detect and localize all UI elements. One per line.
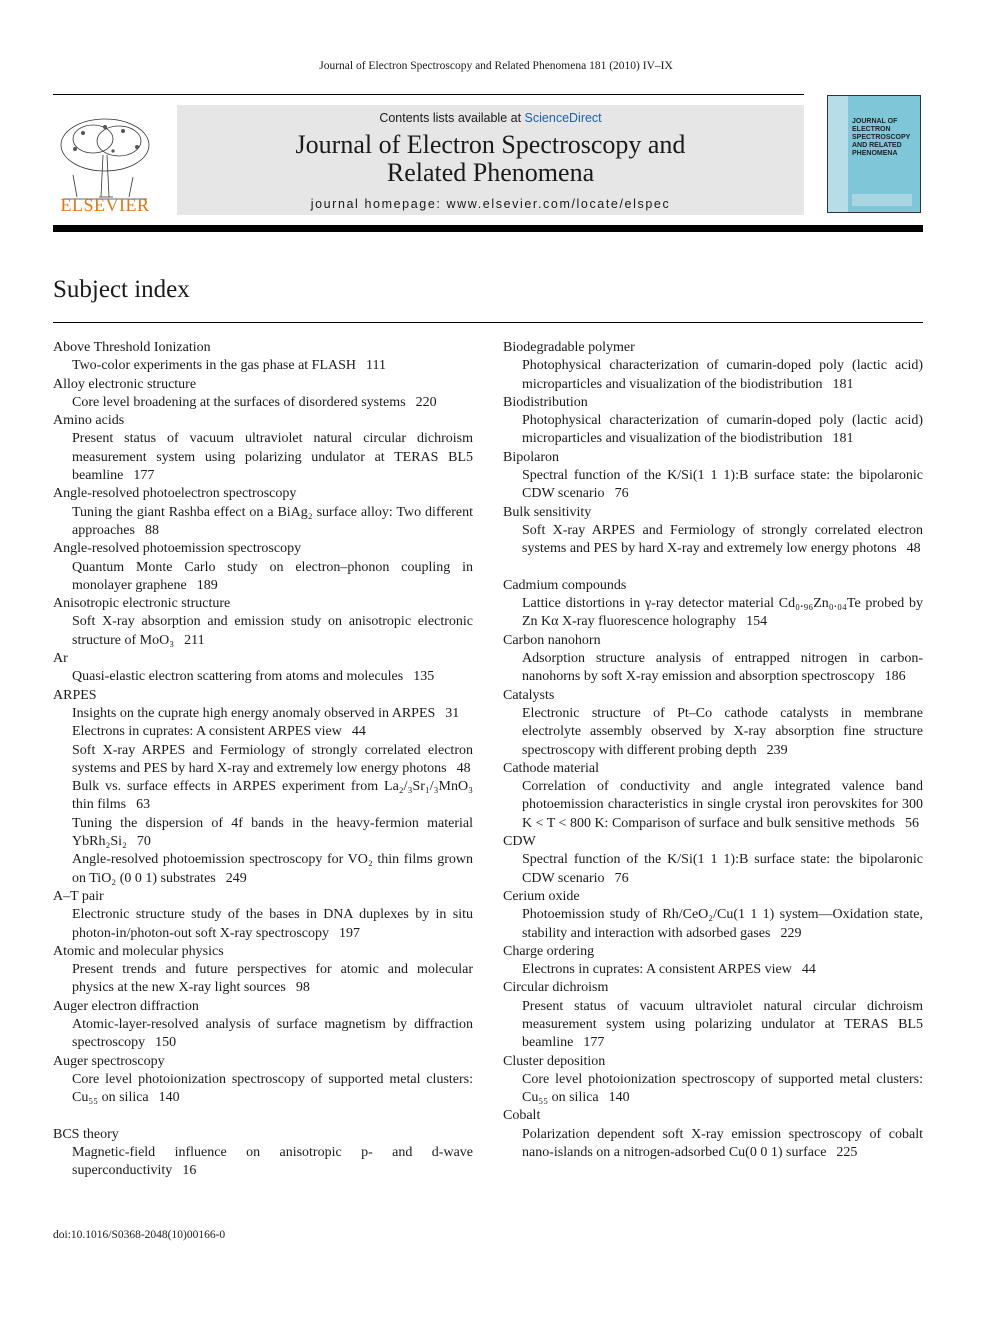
entry-title: Photophysical characterization of cumarin-doped poly (lactic acid) microparticles and visualization of the biodistribution	[522, 413, 923, 447]
entry-page-number: 186	[884, 669, 906, 685]
index-term: Charge ordering	[503, 943, 595, 959]
index-term: Ar	[53, 651, 68, 667]
index-term: Cobalt	[503, 1108, 541, 1124]
entry-page-number: 56	[905, 815, 920, 831]
entry-title: Adsorption structure analysis of entrapped nitrogen in carbon-nanohorns by soft X-ray emission and absorption spectroscopy	[522, 651, 923, 685]
index-entry	[72, 742, 473, 779]
doi: doi:10.1016/S0368-2048(10)00166-0	[53, 1229, 226, 1241]
index-entry	[72, 559, 473, 596]
index-entry	[72, 1144, 473, 1181]
index-entry	[72, 430, 473, 485]
index-term: Biodegradable polymer	[503, 340, 635, 355]
entry-page-number: 70	[136, 834, 151, 850]
entry-title: Core level photoionization spectroscopy of supported metal clusters: Cu₅₅ on silica	[72, 1071, 473, 1106]
journal-cover-thumbnail	[827, 95, 921, 213]
entry-title: Spectral function of the K/Si(1 1 1):B surface state: the bipolaronic CDW scenario	[522, 468, 923, 502]
entry-page-number: 98	[295, 980, 310, 996]
entry-page-number: 197	[339, 925, 361, 941]
index-entry	[522, 357, 923, 394]
entry-page-number: 135	[413, 669, 435, 685]
index-entry	[522, 412, 923, 449]
entry-title: Present status of vacuum ultraviolet natural circular dichroism measurement system using polarizing undulator at TERAS BL5 beamline	[522, 998, 923, 1051]
entry-title: Electrons in cuprates: A consistent ARPES view	[72, 724, 342, 740]
index-term: BCS theory	[53, 1126, 119, 1142]
index-term: ARPES	[53, 687, 97, 703]
index-term: Bipolaron	[503, 449, 559, 465]
index-term: Alloy electronic structure	[53, 376, 197, 392]
entry-title: Correlation of conductivity and angle integrated valence band photoemission characteristics in single crystal iron perovskites for 300 K < T < 800 K: Comparison of surface and bulk sensitive methods	[522, 779, 923, 831]
journal-title	[177, 131, 804, 187]
entry-page-number: 16	[182, 1163, 197, 1179]
right-column	[503, 339, 923, 1162]
index-term: Biodistribution	[503, 394, 588, 410]
contents-line	[177, 111, 804, 125]
entry-title: Polarization dependent soft X-ray emission spectroscopy of cobalt nano-islands on a nitrogen-adsorbed Cu(0 0 1) surface	[522, 1126, 923, 1161]
index-entry	[72, 394, 473, 412]
entry-page-number: 177	[583, 1035, 605, 1051]
index-entry	[72, 1071, 473, 1108]
journal-homepage[interactable]: journal homepage: www.elsevier.com/locate/elspec	[310, 197, 671, 211]
entry-title: Tuning the dispersion of 4f bands in the heavy-fermion material YbRh₂Si₂	[72, 815, 473, 850]
entry-title: Bulk vs. surface effects in ARPES experiment from La₂/₃Sr₁/₃MnO₃ thin films	[72, 779, 473, 813]
header-rule	[53, 94, 804, 95]
entry-title: Quantum Monte Carlo study on electron–phonon coupling in monolayer graphene	[72, 559, 473, 593]
index-term: Angle-resolved photoelectron spectroscopy	[53, 486, 297, 502]
entry-page-number: 181	[832, 431, 854, 447]
journal-title-line2: Related Phenomena	[386, 158, 595, 187]
index-term: Bulk sensitivity	[503, 504, 592, 520]
index-entry	[522, 906, 923, 943]
index-term: Atomic and molecular physics	[53, 943, 224, 959]
entry-page-number: 225	[836, 1145, 858, 1161]
index-gap	[53, 1107, 473, 1125]
entry-page-number: 239	[766, 742, 788, 758]
index-entry	[72, 613, 473, 650]
index-term: Auger spectroscopy	[53, 1053, 165, 1069]
index-term: Cathode material	[503, 760, 600, 776]
index-entry	[522, 595, 923, 632]
entry-page-number: 189	[196, 577, 218, 593]
index-term: Carbon nanohorn	[503, 632, 601, 648]
entry-title: Magnetic-field influence on anisotropic p- and d-wave superconductivity	[72, 1145, 473, 1179]
entry-title: Tuning the giant Rashba effect on a BiAg₂ surface alloy: Two different approaches	[72, 504, 473, 538]
entry-title: Electronic structure of Pt–Co cathode catalysts in membrane electrolyte assembly observed by X-ray absorption fine structure spectroscopy with different probing depth	[522, 705, 923, 758]
entry-page-number: 111	[366, 358, 386, 374]
index-entry	[72, 851, 473, 888]
entry-title: Insights on the cuprate high energy anomaly observed in ARPES	[72, 705, 436, 721]
index-term: Cluster deposition	[503, 1053, 606, 1069]
entry-page-number: 76	[614, 486, 629, 502]
index-entry	[522, 522, 923, 559]
index-entry	[72, 906, 473, 943]
entry-page-number: 63	[136, 797, 151, 813]
index-term: Amino acids	[53, 413, 125, 429]
entry-page-number: 31	[445, 705, 460, 721]
index-term: Anisotropic electronic structure	[53, 596, 231, 612]
index-term: Circular dichroism	[503, 980, 609, 996]
cover-footer	[852, 194, 912, 206]
index-term: Cerium oxide	[503, 888, 580, 904]
index-term: Cadmium compounds	[503, 577, 627, 593]
index-entry	[522, 778, 923, 833]
entry-page-number: 88	[144, 522, 159, 538]
entry-page-number: 181	[832, 376, 854, 392]
entry-title: Present status of vacuum ultraviolet natural circular dichroism measurement system using polarizing undulator at TERAS BL5 beamline	[72, 431, 473, 484]
entry-page-number: 154	[746, 614, 768, 630]
entry-page-number: 48	[906, 541, 921, 557]
entry-title: Photophysical characterization of cumarin-doped poly (lactic acid) microparticles and visualization of the biodistribution	[522, 358, 923, 392]
index-entry	[72, 961, 473, 998]
entry-title: Soft X-ray ARPES and Fermiology of strongly correlated electron systems and PES by hard X-ray and extremely low energy photons	[72, 742, 473, 776]
index-term: Angle-resolved photoemission spectroscopy	[53, 541, 302, 557]
left-column	[53, 339, 473, 1181]
index-entry	[72, 778, 473, 815]
entry-title: Quasi-elastic electron scattering from atoms and molecules	[72, 669, 404, 685]
entry-title: Atomic-layer-resolved analysis of surface magnetism by diffraction spectroscopy	[72, 1016, 473, 1051]
cover-title: JOURNAL OF ELECTRON SPECTROSCOPY AND RELATED PHENOMENA	[852, 118, 911, 157]
entry-title: Angle-resolved photoemission spectroscopy for VO₂ thin films grown on TiO₂ (0 0 1) substrates	[72, 852, 473, 886]
index-entry	[72, 723, 473, 741]
index-term: A–T pair	[53, 888, 104, 904]
index-entry	[72, 1016, 473, 1053]
journal-banner	[177, 105, 804, 215]
contents-prefix: Contents lists available at	[379, 111, 522, 125]
entry-page-number: 211	[184, 632, 205, 648]
index-entry	[522, 650, 923, 687]
entry-page-number: 76	[614, 870, 629, 886]
entry-title: Electronic structure study of the bases in DNA duplexes by in situ photon-in/photon-out soft X-ray spectroscopy	[72, 907, 473, 941]
index-term: Catalysts	[503, 687, 555, 703]
index-term: Auger electron diffraction	[53, 998, 199, 1014]
entry-page-number: 249	[225, 870, 247, 886]
entry-title: Two-color experiments in the gas phase at FLASH	[72, 358, 357, 374]
index-entry	[522, 705, 923, 760]
entry-title: Present trends and future perspectives for atomic and molecular physics at the new X-ray light sources	[72, 962, 473, 996]
sciencedirect-link[interactable]: ScienceDirect	[524, 111, 602, 125]
index-term: CDW	[503, 834, 536, 850]
index-entry	[72, 668, 473, 686]
running-head: Journal of Electron Spectroscopy and Related Phenomena 181 (2010) IV–IX	[319, 60, 673, 72]
index-entry	[72, 815, 473, 852]
title-rule	[53, 322, 923, 323]
entry-page-number: 220	[415, 394, 437, 410]
entry-page-number: 150	[155, 1035, 177, 1051]
entry-page-number: 229	[780, 925, 802, 941]
entry-page-number: 140	[158, 1090, 180, 1106]
entry-title: Electrons in cuprates: A consistent ARPES view	[522, 962, 792, 978]
journal-title-line1: Journal of Electron Spectroscopy and	[295, 130, 686, 159]
index-entry	[522, 998, 923, 1053]
index-entry	[522, 1126, 923, 1163]
entry-title: Soft X-ray absorption and emission study on anisotropic electronic structure of MoO₃	[72, 614, 473, 648]
entry-page-number: 177	[133, 468, 155, 484]
entry-page-number: 48	[456, 760, 471, 776]
index-entry	[522, 851, 923, 888]
entry-title: Spectral function of the K/Si(1 1 1):B surface state: the bipolaronic CDW scenario	[522, 852, 923, 886]
section-title: Subject index	[53, 276, 190, 303]
entry-page-number: 44	[801, 962, 816, 978]
entry-title: Photoemission study of Rh/CeO₂/Cu(1 1 1) system—Oxidation state, stability and interaction with adsorbed gases	[522, 907, 923, 941]
index-entry	[522, 1071, 923, 1108]
publisher-wordmark: ELSEVIER	[60, 195, 150, 215]
index-entry	[72, 504, 473, 541]
entry-page-number: 44	[351, 724, 366, 740]
index-entry	[522, 961, 923, 979]
index-entry	[522, 467, 923, 504]
entry-title: Core level photoionization spectroscopy of supported metal clusters: Cu₅₅ on silica	[522, 1071, 923, 1106]
entry-title: Core level broadening at the surfaces of disordered systems	[72, 394, 406, 410]
cover-band	[828, 96, 848, 213]
entry-title: Soft X-ray ARPES and Fermiology of strongly correlated electron systems and PES by hard X-ray and extremely low energy photons	[522, 522, 923, 557]
index-term: Above Threshold Ionization	[53, 340, 211, 355]
header-thick-rule	[53, 225, 923, 232]
entry-page-number: 140	[608, 1090, 630, 1106]
index-entry	[72, 357, 473, 375]
index-entry	[72, 705, 473, 723]
entry-title: Lattice distortions in γ-ray detector material Cd₀.₉₆Zn₀.₀₄Te probed by Zn Kα X-ray fluorescence holography	[522, 596, 923, 630]
index-gap	[503, 559, 923, 577]
